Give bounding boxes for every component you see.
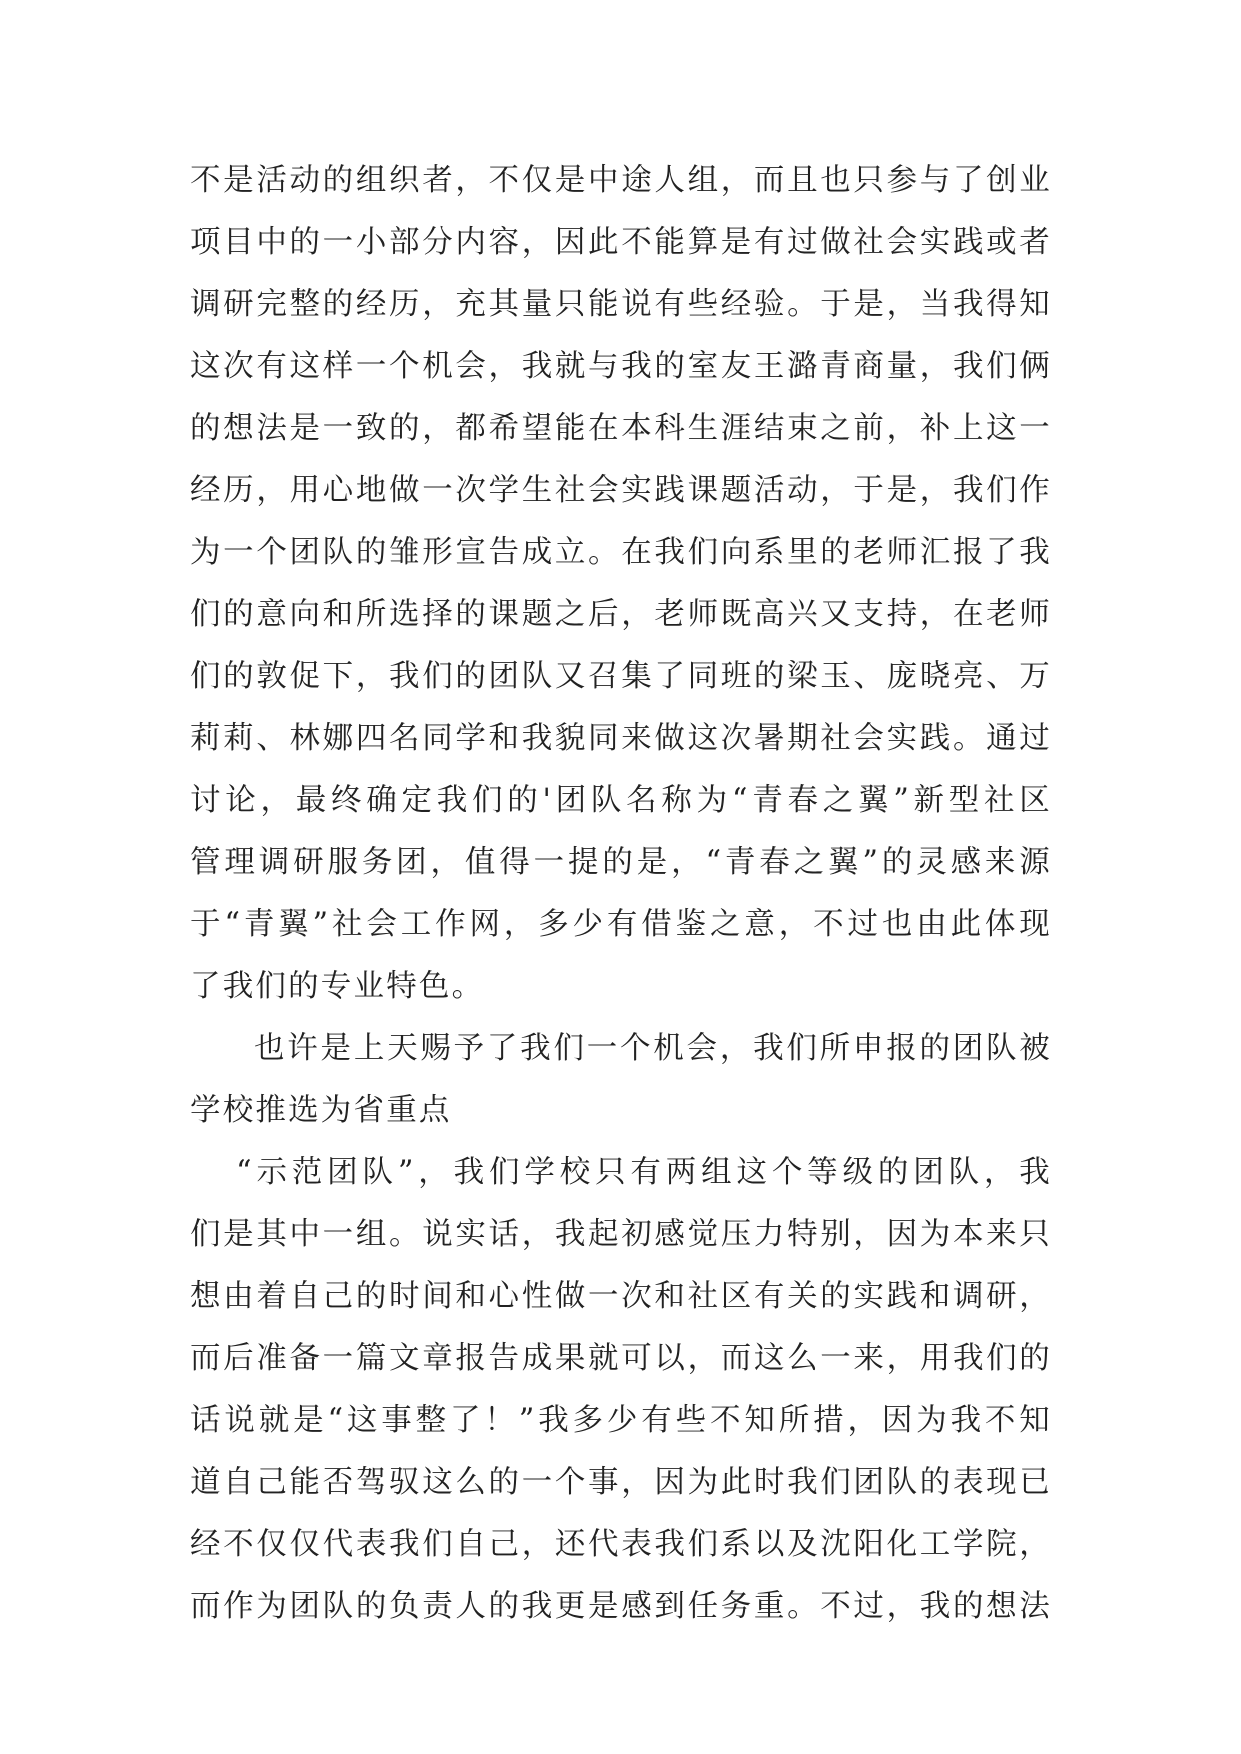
- text-line: 调研完整的经历，充其量只能说有些经验。于是，当我得知: [190, 287, 1052, 322]
- text-line: 莉莉、林娜四名同学和我貌同来做这次暑期社会实践。通过: [190, 721, 1052, 756]
- text-line: 学校推选为省重点: [190, 1093, 452, 1128]
- text-line: 而后准备一篇文章报告成果就可以，而这么一来，用我们的: [190, 1341, 1052, 1376]
- text-line: 而作为团队的负责人的我更是感到任务重。不过，我的想法: [190, 1589, 1052, 1624]
- paragraph-first-line: 也许是上天赐予了我们一个机会，我们所申报的团队被: [254, 1031, 1052, 1066]
- paragraph-first-line: “示范团队”，我们学校只有两组这个等级的团队，我: [236, 1155, 1052, 1190]
- document-body: [190, 150, 1052, 1638]
- text-line: 们的意向和所选择的课题之后，老师既高兴又支持，在老师: [190, 597, 1052, 632]
- text-line: 经不仅仅代表我们自己，还代表我们系以及沈阳化工学院，: [190, 1527, 1052, 1562]
- text-line: 道自己能否驾驭这么的一个事，因为此时我们团队的表现已: [190, 1465, 1052, 1500]
- text-line: 项目中的一小部分内容，因此不能算是有过做社会实践或者: [190, 225, 1052, 260]
- text-line: 的想法是一致的，都希望能在本科生涯结束之前，补上这一: [190, 411, 1052, 446]
- text-line: 为一个团队的雏形宣告成立。在我们向系里的老师汇报了我: [190, 535, 1052, 570]
- text-line: 们是其中一组。说实话，我起初感觉压力特别，因为本来只: [190, 1217, 1052, 1252]
- text-line: 讨论，最终确定我们的'团队名称为“青春之翼”新型社区: [190, 783, 1052, 818]
- text-line: 于“青翼”社会工作网，多少有借鉴之意，不过也由此体现: [190, 907, 1052, 942]
- text-line: 经历，用心地做一次学生社会实践课题活动，于是，我们作: [190, 473, 1052, 508]
- text-line: 话说就是“这事整了！”我多少有些不知所措，因为我不知: [190, 1403, 1052, 1438]
- text-line: 们的敦促下，我们的团队又召集了同班的梁玉、庞晓亮、万: [190, 659, 1052, 694]
- text-line: 这次有这样一个机会，我就与我的室友王潞青商量，我们俩: [190, 349, 1052, 384]
- text-line: 想由着自己的时间和心性做一次和社区有关的实践和调研，: [190, 1279, 1052, 1314]
- text-line: 不是活动的组织者，不仅是中途人组，而且也只参与了创业: [190, 163, 1052, 198]
- text-line: 了我们的专业特色。: [190, 969, 485, 1004]
- text-line: 管理调研服务团，值得一提的是，“青春之翼”的灵感来源: [190, 845, 1052, 880]
